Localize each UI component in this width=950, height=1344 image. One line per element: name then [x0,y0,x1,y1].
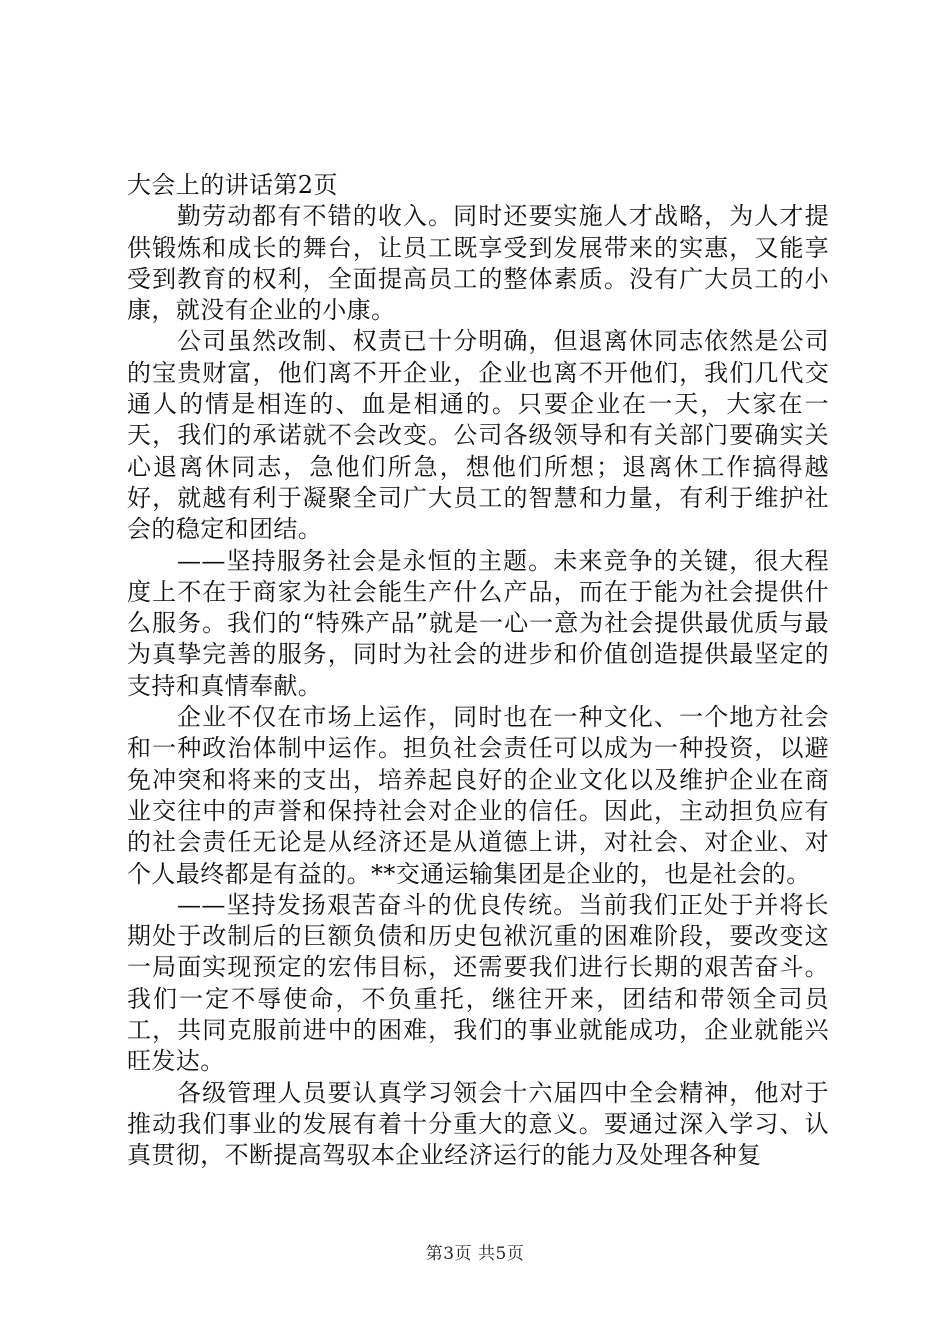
paragraph-3: ——坚持服务社会是永恒的主题。未来竞争的关键，很大程度上不在于商家为社会能生产什么产品，而在于能为社会提供什么服务。我们的“特殊产品”就是一心一意为社会提供最优质与最为真挚完善的服务，同时为社会的进步和价值创造提供最坚定的支持和真情奉献。 [127,546,829,700]
paragraph-5: ——坚持发扬艰苦奋斗的优良传统。当前我们正处于并将长期处于改制后的巨额负债和历史包袱沉重的困难阶段，要改变这一局面实现预定的宏伟目标，还需要我们进行长期的艰苦奋斗。我们一定不辱使命，不负重托，继往开来，团结和带领全司员工，共同克服前进中的困难，我们的事业就能成功，企业就能兴旺发达。 [127,890,829,1076]
paragraph-6: 各级管理人员要认真学习领会十六届四中全会精神，他对于推动我们事业的发展有着十分重大的意义。要通过深入学习、认真贯彻，不断提高驾驭本企业经济运行的能力及处理各种复 [127,1078,829,1170]
paragraph-1: 勤劳动都有不错的收入。同时还要实施人才战略，为人才提供锻炼和成长的舞台，让员工既享受到发展带来的实惠，又能享受到教育的权利，全面提高员工的整体素质。没有广大员工的小康，就没有企业的小康。 [127,202,829,325]
document-body [127,170,829,1172]
continuation-heading: 大会上的讲话第2页 [127,171,338,199]
page-number-footer: 第3页 共5页 [425,1244,525,1264]
paragraph-4: 企业不仅在市场上运作，同时也在一种文化、一个地方社会和一种政治体制中运作。担负社会责任可以成为一种投资，以避免冲突和将来的支出，培养起良好的企业文化以及维护企业在商业交往中的声誉和保持社会对企业的信任。因此，主动担负应有的社会责任无论是从经济还是从道德上讲，对社会、对企业、对个人最终都是有益的。**交通运输集团是企业的，也是社会的。 [127,703,829,888]
paragraph-2: 公司虽然改制、权责已十分明确，但退离休同志依然是公司的宝贵财富，他们离不开企业，企业也离不开他们，我们几代交通人的情是相连的、血是相通的。只要企业在一天，大家在一天，我们的承诺就不会改变。公司各级领导和有关部门要确实关心退离休同志，急他们所急，想他们所想；退离休工作搞得越好，就越有利于凝聚全司广大员工的智慧和力量，有利于维护社会的稳定和团结。 [127,327,829,544]
